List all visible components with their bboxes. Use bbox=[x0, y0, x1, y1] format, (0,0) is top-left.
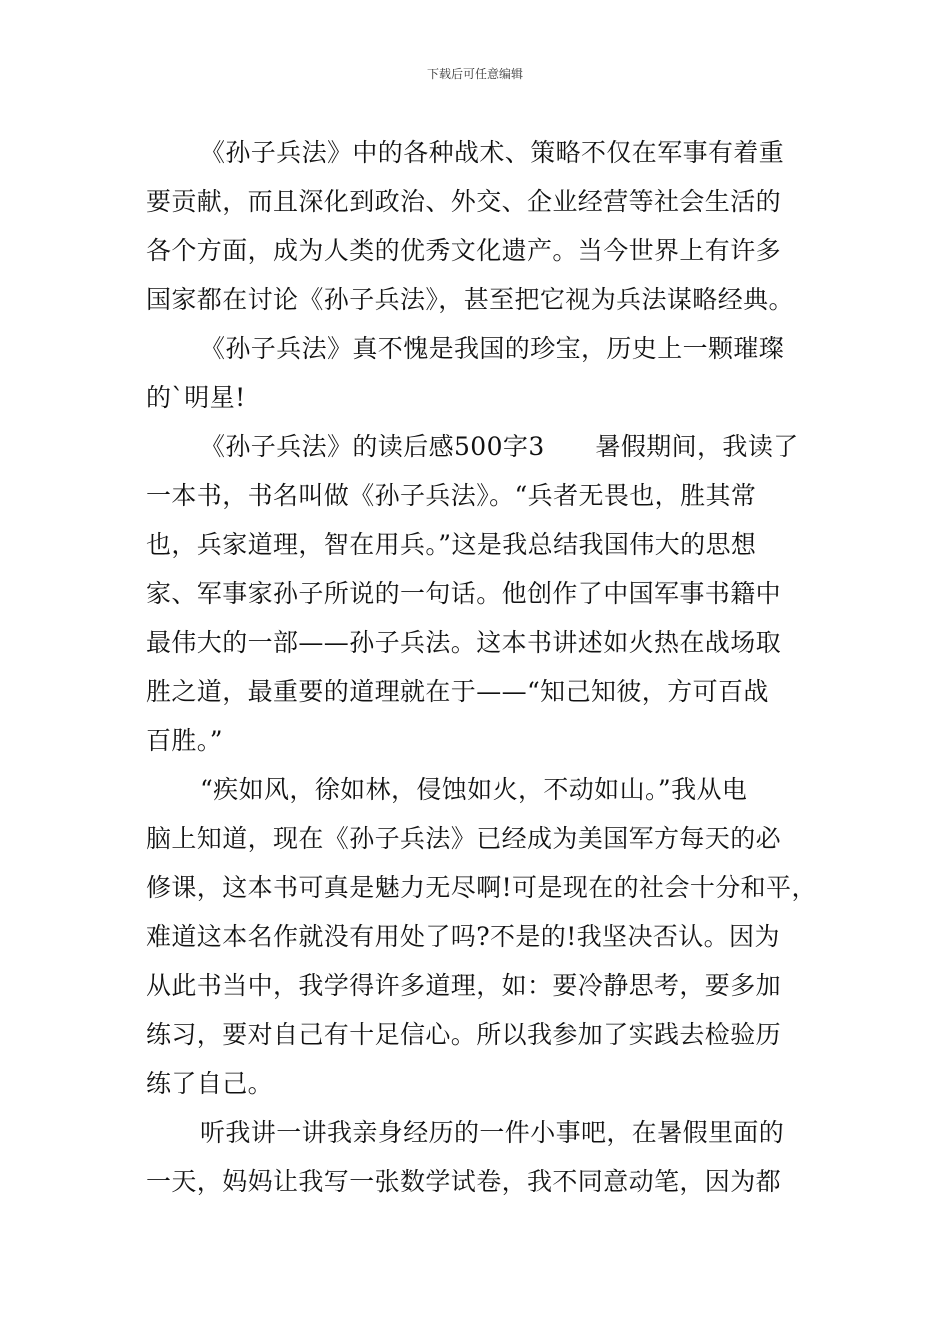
page-header: 下载后可任意编辑 bbox=[426, 67, 523, 81]
text-line: 《孙子兵法》中的各种战术、策略不仅在军事有着重 bbox=[200, 138, 785, 167]
text-line: 修课，这本书可真是魅力无尽啊!可是现在的社会十分和平， bbox=[146, 873, 817, 902]
text-line: 听我讲一讲我亲身经历的一件小事吧，在暑假里面的 bbox=[200, 1118, 785, 1147]
text-line: 各个方面，成为人类的优秀文化遗产。当今世界上有许多 bbox=[146, 236, 782, 265]
text-line: 也，兵家道理，智在用兵。”这是我总结我国伟大的思想 bbox=[146, 530, 757, 559]
text-line: 难道这本名作就没有用处了吗?不是的!我坚决否认。因为 bbox=[146, 922, 780, 951]
text-line: 练习，要对自己有十足信心。所以我参加了实践去检验历 bbox=[146, 1020, 782, 1049]
text-line: 脑上知道，现在《孙子兵法》已经成为美国军方每天的必 bbox=[146, 824, 782, 853]
text-line: 的`明星! bbox=[146, 383, 246, 412]
text-line: 从此书当中，我学得许多道理，如：要冷静思考，要多加 bbox=[146, 971, 782, 1000]
text-line: 胜之道，最重要的道理就在于——“知己知彼，方可百战 bbox=[146, 677, 769, 706]
text-line: 一天，妈妈让我写一张数学试卷，我不同意动笔，因为都 bbox=[146, 1167, 782, 1196]
text-line: 百胜。” bbox=[146, 726, 223, 755]
text-line: 最伟大的一部——孙子兵法。这本书讲述如火热在战场取 bbox=[146, 628, 782, 657]
text-line: 一本书，书名叫做《孙子兵法》。“兵者无畏也，胜其常 bbox=[146, 481, 757, 510]
text-line: 《孙子兵法》真不愧是我国的珍宝，历史上一颗璀璨 bbox=[200, 334, 785, 363]
text-line: 练了自己。 bbox=[146, 1069, 274, 1098]
text-line: 家、军事家孙子所说的一句话。他创作了中国军事书籍中 bbox=[146, 579, 782, 608]
text-line: 要贡献，而且深化到政治、外交、企业经营等社会生活的 bbox=[146, 187, 782, 216]
document-body bbox=[146, 128, 817, 1206]
text-line: 国家都在讨论《孙子兵法》，甚至把它视为兵法谋略经典。 bbox=[146, 285, 794, 314]
text-line: “疾如风，徐如林，侵蚀如火，不动如山。”我从电 bbox=[200, 775, 748, 804]
text-line: 《孙子兵法》的读后感500字3 暑假期间，我读了 bbox=[200, 432, 799, 461]
